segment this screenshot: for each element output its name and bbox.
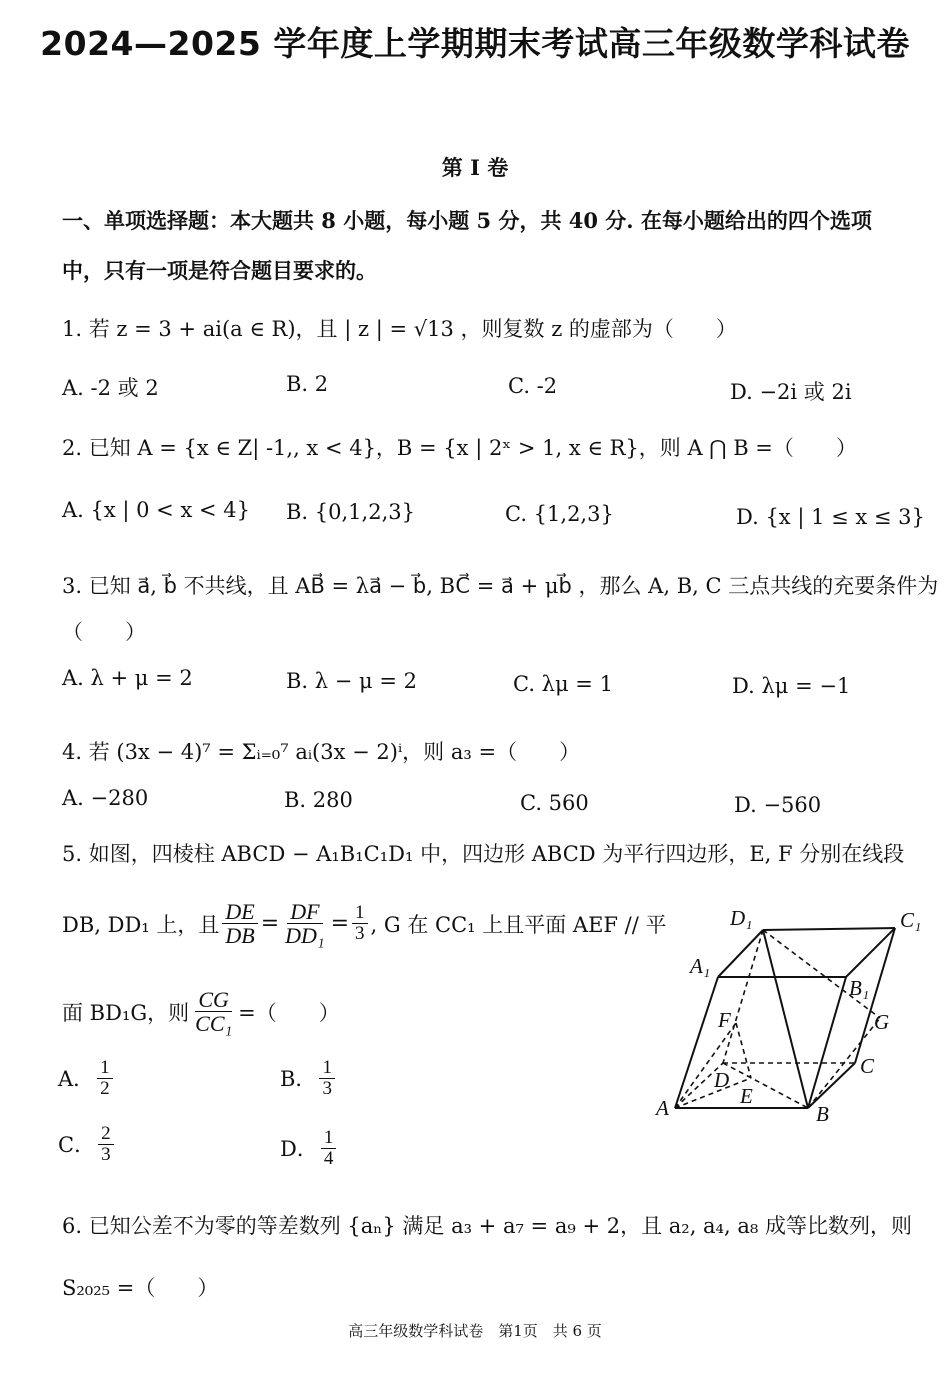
hidden-segment-d-b [723, 1063, 808, 1108]
fraction-numerator: 1 [352, 903, 368, 924]
fraction-denominator: 4 [323, 1147, 334, 1169]
question-6-line1: 6. 已知公差不为零的等差数列 {aₙ} 满足 a₃ + a₇ = a₉ + 2，且 a₂, a₄, a₈ 成等比数列，则 [62, 1214, 912, 1238]
fraction-denominator: 3 [101, 1143, 111, 1165]
question-3-option-b: B. λ − μ = 2 [286, 669, 417, 693]
fraction-numerator: 1 [319, 1058, 335, 1079]
question-3-answer-paren: （ ） [62, 620, 146, 644]
question-1-option-b: B. 2 [286, 372, 329, 396]
question-4-option-b: B. 280 [284, 788, 353, 812]
fraction-one-third [352, 903, 368, 944]
question-3-option-d: D. λμ = −1 [732, 674, 851, 698]
hidden-segment-f-e [736, 1023, 751, 1078]
question-5-line2-pre: DB, DD₁ 上，且 [62, 912, 220, 937]
question-2-option-b: B. {0,1,2,3} [286, 500, 415, 524]
prism-figure [650, 905, 930, 1135]
fraction-denominator: DD₁ [285, 923, 325, 949]
label-b: B [816, 1102, 829, 1126]
edge-d1-c1 [763, 928, 895, 930]
option-label: C． [58, 1133, 96, 1158]
exam-title: 2024—2025 学年度上学期期末考试高三年级数学科试卷 [40, 24, 910, 63]
option-label: D． [280, 1137, 318, 1162]
label-c: C [860, 1054, 875, 1078]
fraction-numerator: CG [195, 988, 232, 1012]
question-2-option-a: A. {x | 0 < x < 4} [62, 498, 250, 522]
label-f: F [718, 1008, 731, 1032]
question-1-option-a: A. -2 或 2 [62, 376, 159, 400]
question-5-line3-pre: 面 BD₁G，则 [62, 1000, 190, 1025]
question-5-line3-post: =（ ） [238, 1000, 340, 1025]
fraction-numerator: 1 [97, 1058, 113, 1079]
label-a1: A₁ [690, 954, 711, 978]
label-d1: D₁ [730, 906, 753, 930]
label-d: D [714, 1068, 730, 1092]
fraction-numerator: 2 [98, 1124, 114, 1145]
volume-heading: 第 I 卷 [441, 155, 509, 180]
question-4-option-d: D. −560 [734, 793, 822, 817]
question-3-option-c: C. λμ = 1 [513, 672, 613, 696]
question-1-option-c: C. -2 [508, 374, 558, 398]
question-6-line2: S₂₀₂₅ =（ ） [62, 1276, 219, 1300]
question-3-stem: 3. 已知 a⃗, b⃗ 不共线，且 AB⃗ = λa⃗ − b⃗, BC⃗ = a⃗ + μb⃗ ，那么 A, B, C 三点共线的充要条件为 [62, 574, 939, 598]
option-fraction [321, 1128, 337, 1169]
question-5-line1: 5. 如图，四棱柱 ABCD − A₁B₁C₁D₁ 中，四边形 ABCD 为平行四边形，E, F 分别在线段 [62, 842, 905, 866]
label-c1: C₁ [900, 908, 922, 932]
question-5-option-c [58, 1124, 117, 1165]
label-a: A [656, 1096, 669, 1120]
option-fraction [97, 1058, 113, 1099]
option-label: A． [58, 1067, 95, 1092]
label-b1: B₁ [849, 976, 870, 1000]
question-5-option-b [280, 1058, 338, 1099]
fraction-numerator: DE [222, 900, 257, 924]
page-footer: 高三年级数学科试卷 第1页 共 6 页 [348, 1322, 602, 1340]
fraction-df-dd1 [282, 900, 327, 947]
question-1-option-d: D. −2i 或 2i [730, 380, 852, 404]
question-4-option-a: A. −280 [62, 786, 149, 810]
question-5-line2: DB, DD₁ 上，且 $\frac{DE}{DB}$ = $\frac{DF}{\text{DD₁}}$ = $\frac{1}{3}$ , G 在 CC₁ 上且平面 AEF // 平 [62, 899, 667, 949]
fraction-denominator: CC₁ [195, 1011, 233, 1037]
question-2-option-d: D. {x | 1 ≤ x ≤ 3} [736, 505, 925, 529]
question-5-option-d [280, 1128, 339, 1169]
label-e: E [740, 1084, 753, 1108]
fraction-denominator: 3 [322, 1077, 332, 1099]
segment-d1-b [763, 930, 808, 1108]
question-1-stem: 1. 若 z = 3 + ai(a ∈ R)，且 | z | = √13 ，则复数 z 的虚部为（ ） [62, 317, 737, 341]
section-instructions-line1: 一、单项选择题：本大题共 8 小题，每小题 5 分，共 40 分. 在每小题给出的四个选项 [62, 208, 872, 233]
option-fraction [319, 1058, 335, 1099]
question-2-option-c: C. {1,2,3} [505, 502, 614, 526]
fraction-de-db [222, 900, 257, 947]
question-5-line2-post: , G 在 CC₁ 上且平面 AEF // 平 [370, 912, 667, 937]
option-label: B． [280, 1067, 317, 1092]
fraction-denominator: DB [225, 923, 255, 949]
question-5-option-a [58, 1058, 116, 1099]
fraction-numerator: DF [287, 900, 322, 924]
label-g: G [874, 1010, 890, 1034]
fraction-cg-cc1 [192, 988, 235, 1035]
fraction-denominator: 2 [100, 1077, 110, 1099]
question-2-stem: 2. 已知 A = {x ∈ Z| -1,, x < 4}，B = {x | 2ˣ > 1, x ∈ R}，则 A ⋂ B =（ ） [62, 436, 857, 460]
question-5-line3 [62, 988, 340, 1035]
section-instructions-line2: 中，只有一项是符合题目要求的。 [62, 258, 377, 283]
edge-d1-a1 [718, 930, 763, 977]
question-4-option-c: C. 560 [520, 791, 589, 815]
option-fraction [98, 1124, 114, 1165]
question-3-option-a: A. λ + μ = 2 [62, 666, 193, 690]
hidden-segment-d1-g [763, 930, 880, 1018]
fraction-denominator: 3 [355, 923, 365, 945]
question-4-stem: 4. 若 (3x − 4)⁷ = Σᵢ₌₀⁷ aᵢ(3x − 2)ⁱ，则 a₃ =（ ） [62, 740, 581, 764]
edge-b1-b [808, 977, 846, 1108]
fraction-numerator: 1 [321, 1128, 337, 1149]
